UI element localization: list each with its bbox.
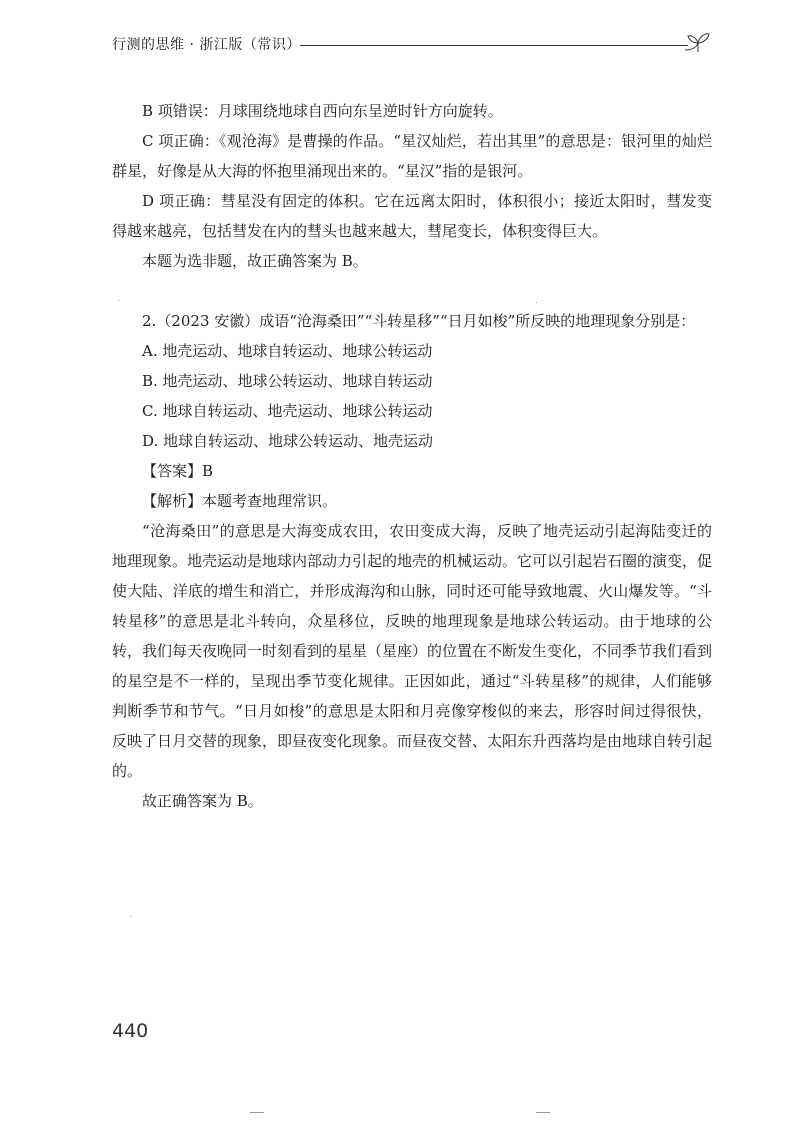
scan-speck bbox=[118, 300, 119, 301]
q2-analysis-heading bbox=[112, 486, 712, 516]
q2-option-b: B. 地壳运动、地球公转运动、地球自转运动 bbox=[142, 372, 433, 390]
page-content bbox=[112, 96, 712, 816]
q2-answer bbox=[112, 456, 712, 486]
analysis-label: 【解析】 bbox=[142, 492, 203, 510]
q1-option-c-explanation: C 项正确：《观沧海》是曹操的作品。“星汉灿烂，若出其里”的意思是：银河里的灿烂群星，好像是从大海的怀抱里涌现出来的。“星汉”指的是银河。 bbox=[112, 132, 712, 180]
q2-stem: 2.（2023 安徽）成语“沧海桑田”“斗转星移”“日月如梭”所反映的地理现象分别是： bbox=[142, 312, 696, 330]
q2-analysis-body: “沧海桑田”的意思是大海变成农田，农田变成大海，反映了地壳运动引起海陆变迁的地理现象。地壳运动是地球内部动力引起的地壳的机械运动。它可以引起岩石圈的演变，促使大陆、洋底的增生和消亡，并形成海沟和山脉，同时还可能导致地震、火山爆发等。“斗转星移”的意思是北斗转向，众星移位，反映的地理现象是地球公转运动。由于地球的公转，我们每天夜晚同一时刻看到的星星（星座）的位置在不断发生变化，不同季节我们看到的星空是不一样的，呈现出季节变化规律。正因如此，通过“斗转星移”的规律，人们能够判断季节和节气。“日月如梭”的意思是太阳和月亮像穿梭似的来去，形容时间过得很快，反映了日月交替的现象，即昼夜变化现象。而昼夜交替、太阳东升西落均是由地球自转引起的。 bbox=[112, 522, 713, 780]
scan-speck bbox=[536, 302, 537, 303]
page-number: 440 bbox=[112, 1020, 149, 1042]
scan-speck bbox=[250, 1112, 264, 1113]
q1-conclusion: 本题为选非题，故正确答案为 B。 bbox=[142, 252, 368, 270]
scan-speck bbox=[536, 1112, 550, 1113]
q2-option-d: D. 地球自转运动、地球公转运动、地壳运动 bbox=[142, 432, 434, 450]
q1-option-b-explanation: B 项错误：月球围绕地球自西向东呈逆时针方向旋转。 bbox=[142, 102, 503, 120]
analysis-intro: 本题考查地理常识。 bbox=[202, 492, 338, 510]
scan-speck bbox=[130, 916, 131, 917]
q1-option-d-explanation: D 项正确：彗星没有固定的体积。它在远离太阳时，体积很小；接近太阳时，彗发变得越来越亮，包括彗发在内的彗头也越来越大，彗尾变长，体积变得巨大。 bbox=[112, 192, 712, 240]
q2-conclusion: 故正确答案为 B。 bbox=[142, 792, 263, 810]
q2-option-a: A. 地壳运动、地球自转运动、地球公转运动 bbox=[142, 342, 433, 360]
header-rule bbox=[300, 45, 688, 46]
answer-value: B bbox=[202, 462, 214, 480]
sprout-icon bbox=[682, 26, 712, 56]
q2-option-c: C. 地球自转运动、地壳运动、地球公转运动 bbox=[142, 402, 433, 420]
section-gap bbox=[112, 276, 712, 306]
header-title: 行测的思维 · 浙江版（常识） bbox=[112, 37, 301, 53]
running-header bbox=[112, 26, 712, 56]
answer-label: 【答案】 bbox=[142, 462, 203, 480]
